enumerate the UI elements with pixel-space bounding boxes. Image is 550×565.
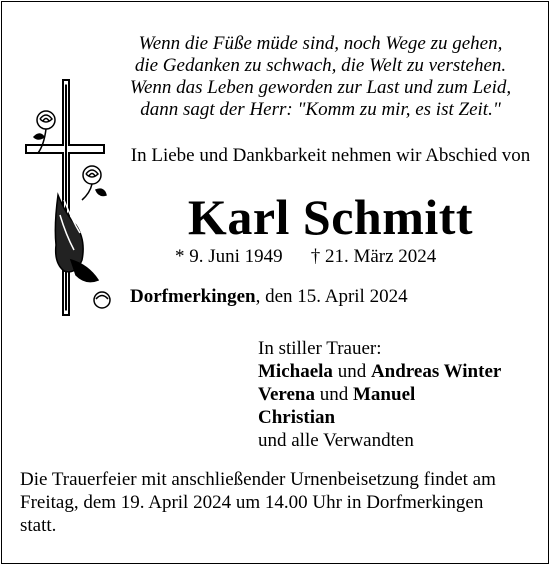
farewell-intro: In Liebe und Dankbarkeit nehmen wir Abschied von [130,145,531,166]
mourner-line [258,383,501,406]
birth-date: * 9. Juni 1949 [175,246,283,267]
ceremony-line: statt. [20,515,57,536]
conjunction: und [315,384,353,405]
poem-line: Wenn das Leben geworden zur Last und zum Leid, [129,77,512,98]
town: Dorfmerkingen [130,286,256,307]
mourner-line [258,360,501,383]
ceremony-line: Freitag, dem 19. April 2024 um 14.00 Uhr in Dorfmerkingen [20,492,484,513]
poem-line: die Gedanken zu schwach, die Welt zu verstehen. [134,55,507,76]
place-and-date [130,286,408,308]
deceased-name: Karl Schmitt [187,189,474,245]
death-date: † 21. März 2024 [310,246,437,267]
poem-line: dann sagt der Herr: "Komm zu mir, es ist Zeit." [140,99,501,120]
poem-line: Wenn die Füße müde sind, noch Wege zu gehen, [138,33,503,54]
mourner-line [258,406,501,429]
mourners [258,337,501,452]
mourner-name: Christian [258,407,336,428]
mourner-name: Michaela [258,361,333,382]
notice-date: , den 15. April 2024 [255,286,408,307]
mourners-heading: In stiller Trauer: [258,338,382,359]
ceremony-line: Die Trauerfeier mit anschließender Urnenbeisetzung findet am [20,469,496,490]
cross-roses-praying-hands-icon [16,75,116,320]
funeral-service-info [20,468,535,537]
life-dates [175,246,436,268]
mourner-name: Andreas Winter [370,361,502,382]
mourner-name: Manuel [353,384,416,405]
conjunction: und [332,361,371,382]
mourner-name: Verena [258,384,315,405]
mourner-line: und alle Verwandten [258,430,414,451]
poem [108,33,533,121]
